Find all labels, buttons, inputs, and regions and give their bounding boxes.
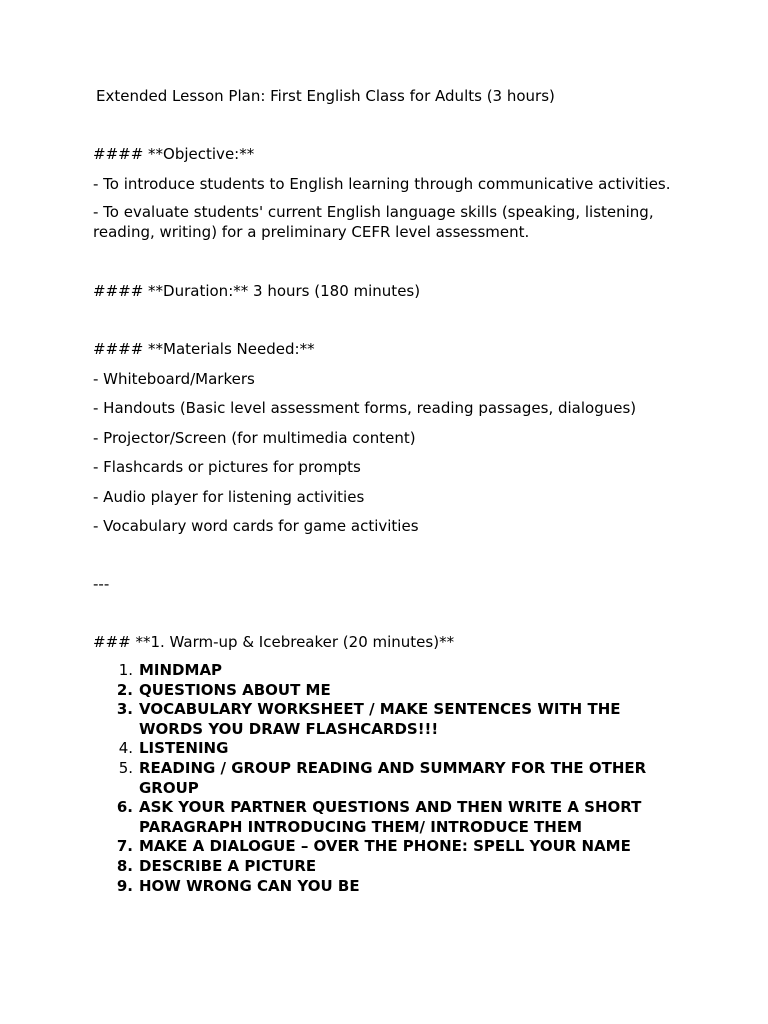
activity-text: QUESTIONS ABOUT ME xyxy=(139,680,331,699)
activity-text: ASK YOUR PARTNER QUESTIONS AND THEN WRITE A SHORT PARAGRAPH INTRODUCING THEM/ INTRODUCE THEM xyxy=(139,798,642,836)
materials-item: - Handouts (Basic level assessment forms, reading passages, dialogues) xyxy=(93,399,637,417)
activity-number: 9. xyxy=(116,876,133,895)
activity-item xyxy=(116,876,683,897)
objective-heading: #### **Objective:** xyxy=(93,145,255,163)
activity-text: MINDMAP xyxy=(139,661,223,679)
activity-item xyxy=(118,661,683,681)
activity-number: 2. xyxy=(116,680,133,699)
activity-text: DESCRIBE A PICTURE xyxy=(139,856,317,875)
duration-heading: #### **Duration:** 3 hours (180 minutes) xyxy=(93,282,421,300)
activity-item xyxy=(116,856,683,877)
activity-text: READING / GROUP READING AND SUMMARY FOR THE OTHER GROUP xyxy=(139,758,647,797)
materials-section xyxy=(93,339,683,536)
activity-item xyxy=(118,739,683,759)
warmup-heading: ### **1. Warm-up & Icebreaker (20 minutes)** xyxy=(93,633,455,651)
activity-item xyxy=(116,680,683,701)
activity-number: 8. xyxy=(116,856,133,875)
document-title: Extended Lesson Plan: First English Class for Adults (3 hours) xyxy=(96,87,555,105)
document-page xyxy=(93,86,683,896)
activity-item xyxy=(118,758,683,798)
activity-list xyxy=(93,661,683,896)
materials-item: - Vocabulary word cards for game activities xyxy=(93,517,419,535)
activity-number: 4. xyxy=(118,739,133,758)
materials-heading: #### **Materials Needed:** xyxy=(93,340,315,358)
section-separator: --- xyxy=(93,575,110,593)
activity-number: 3. xyxy=(116,700,133,719)
activity-item xyxy=(116,798,683,837)
activity-item xyxy=(116,837,683,857)
activity-number: 6. xyxy=(116,798,133,817)
activity-number: 5. xyxy=(118,758,133,777)
materials-item: - Whiteboard/Markers xyxy=(93,369,255,388)
objective-item: - To evaluate students' current English language skills (speaking, listening, reading, writing) for a preliminary CEFR level assessment. xyxy=(93,203,654,241)
activity-text: HOW WRONG CAN YOU BE xyxy=(139,876,360,895)
materials-item: - Flashcards or pictures for prompts xyxy=(93,458,361,476)
materials-item: - Audio player for listening activities xyxy=(93,487,365,506)
activity-text: MAKE A DIALOGUE – OVER THE PHONE: SPELL YOUR NAME xyxy=(139,837,631,856)
activity-number: 7. xyxy=(116,837,133,856)
activity-text: VOCABULARY WORKSHEET / MAKE SENTENCES WITH THE WORDS YOU DRAW FLASHCARDS!!! xyxy=(139,700,621,738)
activity-number: 1. xyxy=(118,661,133,679)
activity-item xyxy=(116,700,683,739)
objective-item: - To introduce students to English learning through communicative activities. xyxy=(93,175,671,193)
materials-item: - Projector/Screen (for multimedia content) xyxy=(93,428,416,447)
activity-text: LISTENING xyxy=(139,739,229,758)
